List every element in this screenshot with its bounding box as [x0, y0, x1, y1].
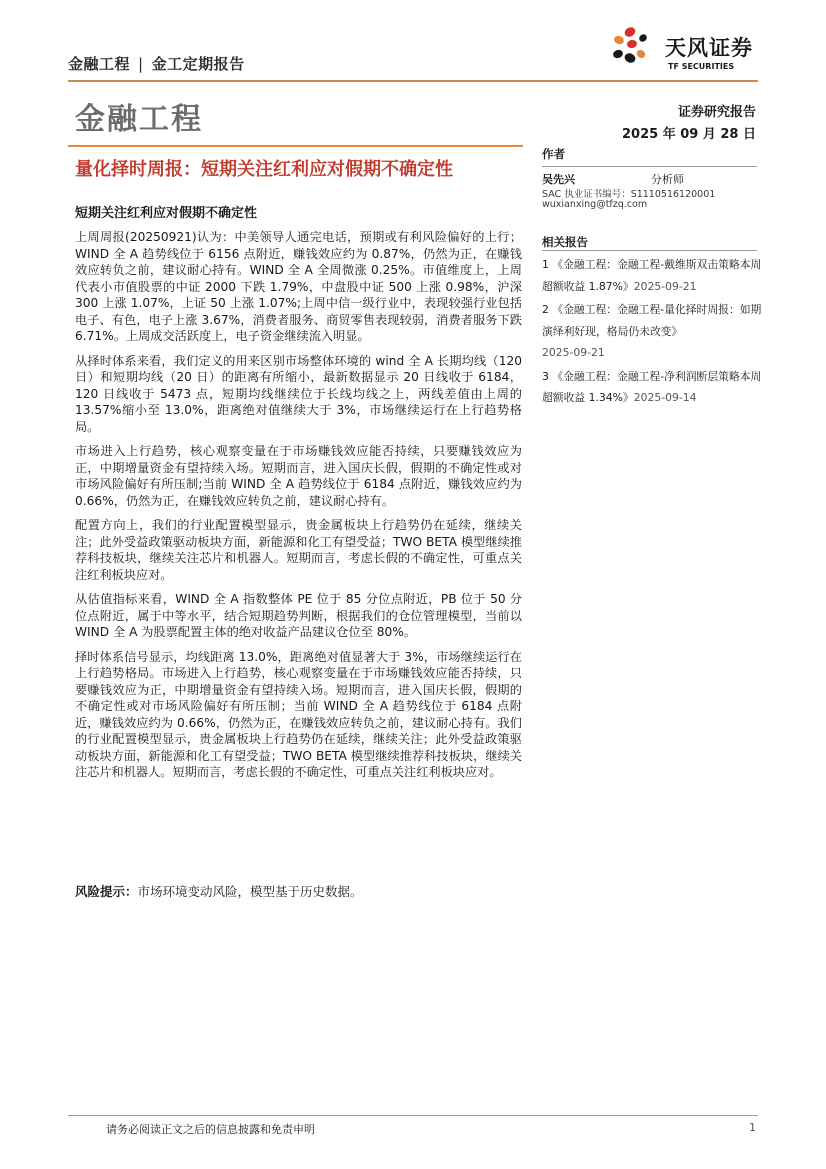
body-paragraph: 从择时体系来看，我们定义的用来区别市场整体环境的 wind 全 A 长期均线（120 日）和短期均线（20 日）的距离有所缩小，最新数据显示 20 日线收于 6184，120 日线收于 5473 点，短期均线继续位于长线均线之上，两线差值由上周的 13.57%缩小至 13.0%，距离绝对值继续大于 3%，市场继续运行在上行趋势格局。 — [75, 353, 522, 434]
risk-text: 市场环境变动风险，模型基于历史数据。 — [137, 884, 363, 899]
related-divider — [542, 250, 757, 251]
risk-label: 风险提示： — [75, 884, 138, 899]
footer-divider — [68, 1115, 758, 1116]
author-label: 作者 — [542, 147, 565, 161]
related-report-item[interactable] — [542, 366, 762, 409]
related-report-title[interactable]: 2 《金融工程：金融工程-量化择时周报：如期演绎利好现，格局仍未改变》 — [542, 303, 762, 338]
related-report-title[interactable]: 1 《金融工程：金融工程-戴维斯双击策略本周超额收益 1.87%》 — [542, 258, 762, 293]
related-report-item[interactable] — [542, 254, 762, 297]
body-paragraph: 上周周报(20250921)认为：中美领导人通完电话，预期或有利风险偏好的上行；WIND 全 A 趋势线位于 6156 点附近，赚钱效应约为 0.87%，仍然为正，在赚钱效应转负之前，建议耐心持有。WIND 全 A 全周微涨 0.25%。市值维度上，上周代表小市值股票的中证 2000 下跌 1.79%，中盘股中证 500 上涨 0.98%，沪深 300 上涨 1.07%，上证 50 上涨 1.07%;上周中信一级行业中，表现较强行业包括电子、有色，电子上涨 3.67%，消费者服务、商贸零售表现较弱，消费者服务下跌 6.71%。上周成交活跃度上，电子资金继续流入明显。 — [75, 230, 522, 343]
header-category: 金融工程 — [68, 55, 131, 73]
footer-disclaimer: 请务必阅读正文之后的信息披露和免责申明 — [106, 1123, 315, 1136]
author-divider — [542, 166, 757, 167]
header-divider — [68, 80, 758, 82]
body-paragraph: 配置方向上，我们的行业配置模型显示，贵金属板块上行趋势仍在延续，继续关注；此外受益政策驱动板块方面，新能源和化工有望受益；TWO BETA 模型继续推荐科技板块，继续关注芯片和机器人。短期而言，考虑长假的不确定性，可重点关注红利板块应对。 — [75, 518, 522, 582]
related-report-item[interactable] — [542, 299, 762, 364]
sub-heading: 短期关注红利应对假期不确定性 — [75, 206, 258, 221]
header-series: 金工定期报告 — [151, 55, 245, 73]
body-paragraph: 市场进入上行趋势，核心观察变量在于市场赚钱效应能否持续，只要赚钱效应为正，中期增量资金有望持续入场。短期而言，进入国庆长假，假期的不确定性或对市场风险偏好有所压制;当前 WIND 全 A 趋势线位于 6184 点附近，赚钱效应约为 0.66%，仍然为正，在赚钱效应转负之前，建议耐心持有。 — [75, 444, 522, 508]
risk-note — [75, 882, 363, 900]
author-name: 吴先兴 — [542, 173, 575, 186]
body-paragraph: 择时体系信号显示，均线距离 13.0%，距离绝对值显著大于 3%，市场继续运行在上行趋势格局。市场进入上行趋势，核心观察变量在于市场赚钱效应能否持续，只要赚钱效应为正，中期增量资金有望持续入场。短期而言，进入国庆长假，假期的不确定性或对市场风险偏好有所压制；当前 WIND 全 A 趋势线位于 6184 点附近，赚钱效应约为 0.66%，仍然为正，在赚钱效应转负之前，建议耐心持有。我们的行业配置模型显示，贵金属板块上行趋势仍在延续，继续关注；此外受益政策驱动板块方面，新能源和化工有望受益；TWO BETA 模型继续推荐科技板块，继续关注芯片和机器人。短期而言，考虑长假的不确定性，可重点关注红利板块应对。 — [75, 649, 522, 779]
brand-name-cn: 天风证券 — [665, 36, 753, 60]
header-separator: | — [138, 55, 144, 73]
page-number: 1 — [749, 1121, 756, 1134]
doc-date: 2025 年 09 月 28 日 — [622, 127, 756, 142]
related-label: 相关报告 — [542, 235, 588, 249]
section-title: 金融工程 — [75, 102, 203, 137]
related-report-title[interactable]: 3 《金融工程：金融工程-净利润断层策略本周超额收益 1.34%》 — [542, 369, 762, 404]
related-report-date: 2025-09-21 — [633, 279, 697, 293]
report-header — [68, 53, 245, 74]
author-email: wuxianxing@tfzq.com — [542, 199, 648, 210]
body-text — [75, 229, 522, 789]
related-report-date: 2025-09-14 — [633, 391, 697, 404]
author-role: 分析师 — [651, 173, 684, 186]
related-section-header — [542, 234, 757, 250]
title-divider — [68, 145, 523, 147]
author-sac-number: SAC 执业证书编号：S1110516120001 — [542, 189, 716, 200]
report-title: 量化择时周报：短期关注红利应对假期不确定性 — [75, 159, 453, 180]
doc-type: 证券研究报告 — [677, 105, 756, 120]
brand-name-en: TF SECURITIES — [668, 62, 735, 71]
author-section-header — [542, 146, 757, 162]
related-report-date: 2025-09-21 — [542, 346, 605, 359]
related-reports-list — [542, 254, 762, 411]
body-paragraph: 从估值指标来看，WIND 全 A 指数整体 PE 位于 85 分位点附近，PB 位于 50 分位点附近，属于中等水平，结合短期趋势判断，根据我们的仓位管理模型，当前以 WIND 全 A 为股票配置主体的绝对收益产品建议仓位至 80%。 — [75, 592, 522, 639]
